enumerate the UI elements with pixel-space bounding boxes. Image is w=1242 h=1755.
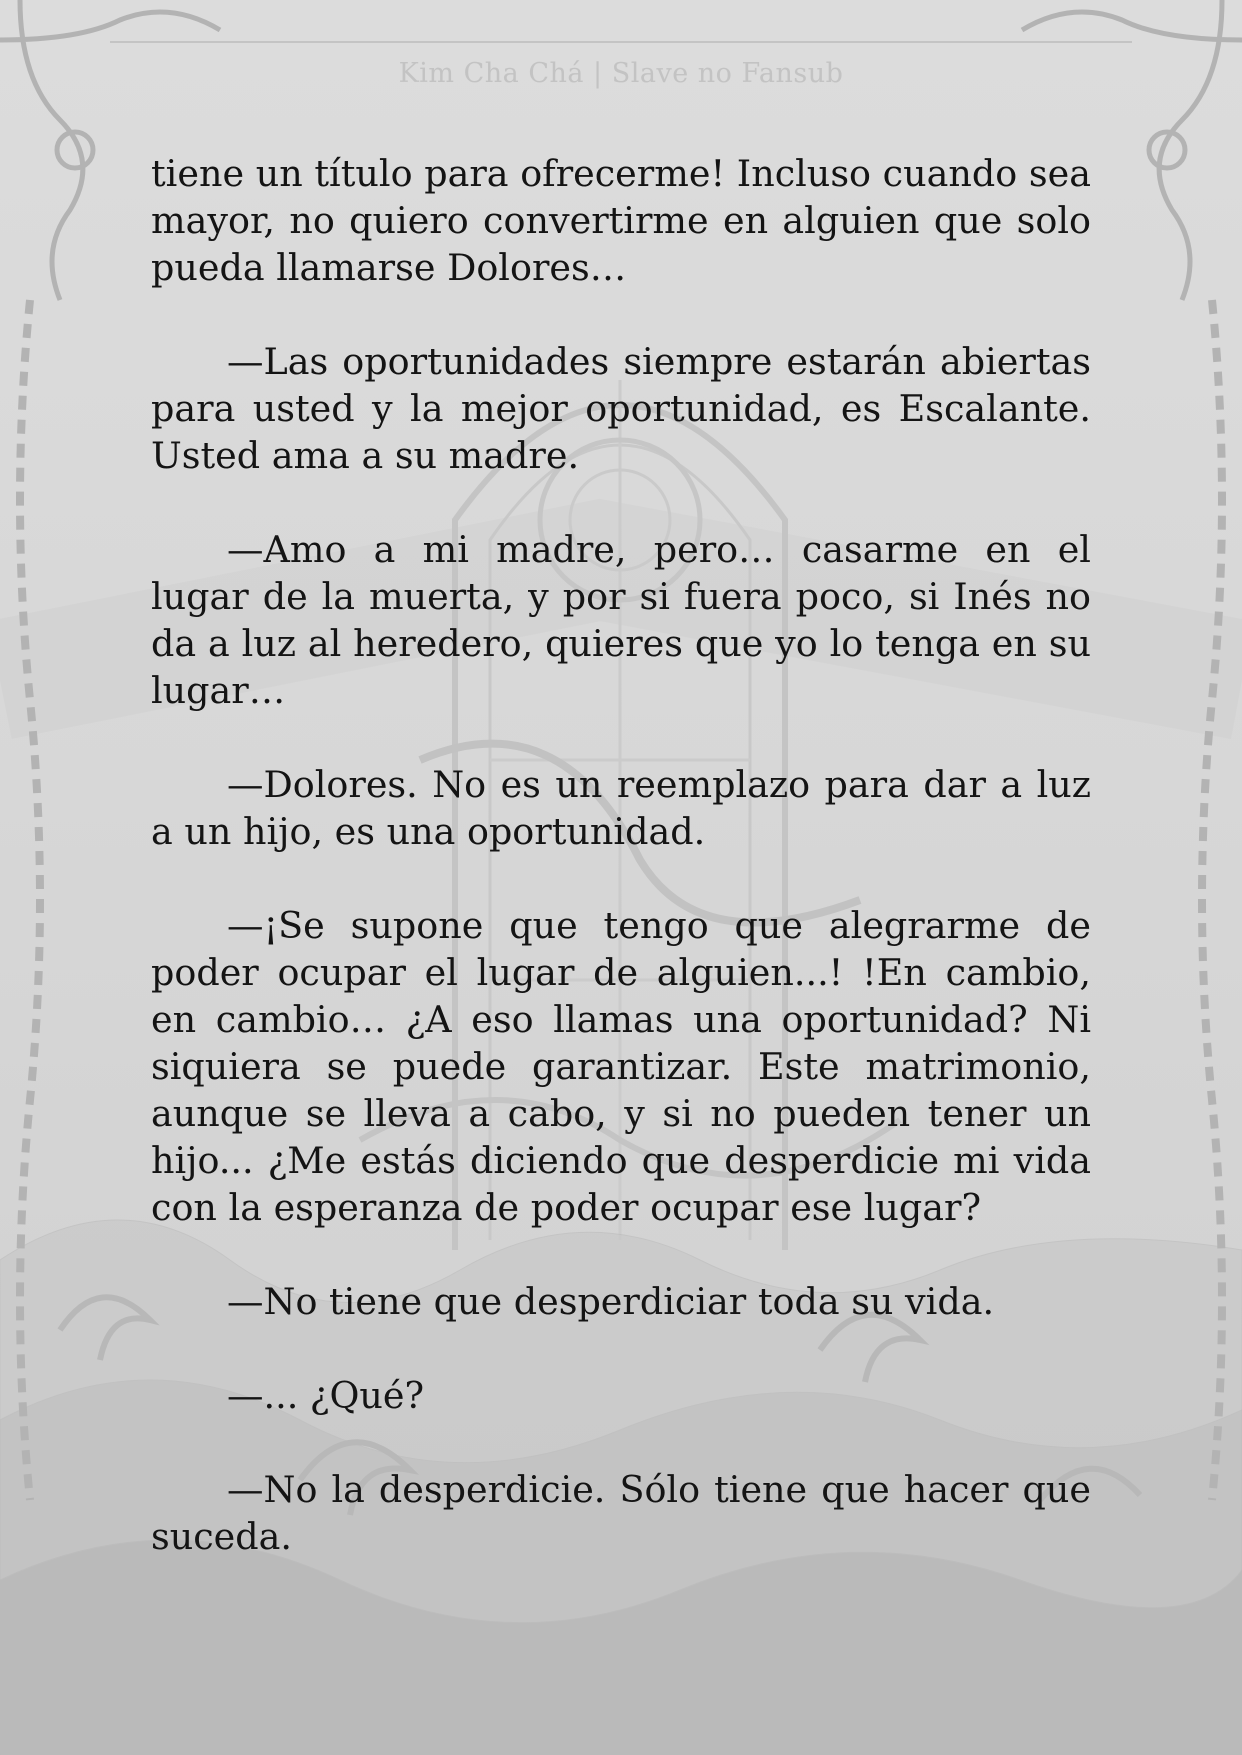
paragraph: —Amo a mi madre, pero… casarme en el lugar de la muerta, y por si fuera poco, si Inés no da a luz al heredero, quieres que yo lo tenga en su lugar…: [151, 528, 1091, 712]
paragraph: —No la desperdicie. Sólo tiene que hacer que suceda.: [151, 1468, 1091, 1558]
paragraph: —No tiene que desperdiciar toda su vida.: [227, 1280, 995, 1323]
paragraph: —Las oportunidades siempre estarán abiertas para usted y la mejor oportunidad, es Escalante. Usted ama a su madre.: [151, 340, 1091, 477]
paragraph: tiene un título para ofrecerme! Incluso cuando sea mayor, no quiero convertirme en alguien que solo pueda llamarse Dolores…: [151, 152, 1091, 289]
paragraph: —Dolores. No es un reemplazo para dar a luz a un hijo, es una oportunidad.: [151, 763, 1091, 853]
paragraph: —¡Se supone que tengo que alegrarme de poder ocupar el lugar de alguien...! !En cambio, en cambio… ¿A eso llamas una oportunidad? Ni siquiera se puede garantizar. Este matrimonio, aunque se lleva a cabo, y si no pueden tener un hijo... ¿Me estás diciendo que desperdicie mi vida con la esperanza de poder ocupar ese lugar?: [151, 904, 1091, 1229]
scanlation-watermark: Kim Cha Chá | Slave no Fansub: [398, 58, 844, 89]
page-body: [151, 150, 1091, 1560]
paragraph: —... ¿Qué?: [227, 1374, 425, 1417]
